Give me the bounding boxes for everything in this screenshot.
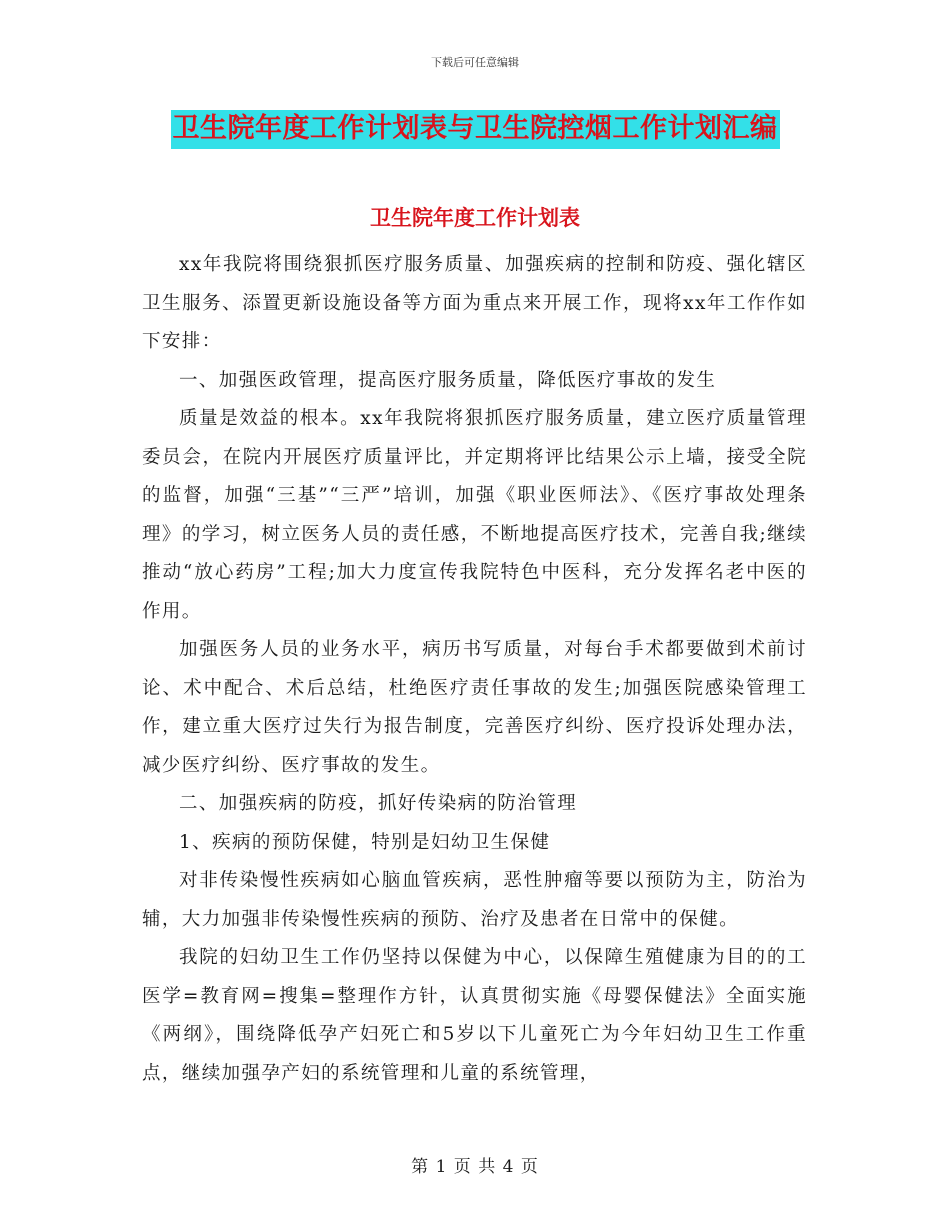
main-title: 卫生院年度工作计划表与卫生院控烟工作计划汇编 bbox=[171, 110, 780, 149]
paragraph: 二、加强疾病的防疫，抓好传染病的防治管理 bbox=[179, 793, 578, 814]
page-footer: 第 1 页 共 4 页 bbox=[411, 1157, 539, 1177]
paragraph: 我院的妇幼卫生工作仍坚持以保健为中心，以保障生殖健康为目的的工医学=教育网=搜集=整理作方针，认真贯彻实施《母婴保健法》全面实施《两纲》，围绕降低孕产妇死亡和5岁以下儿童死亡为今年妇幼卫生工作重点，继续加强孕产妇的系统管理和儿童的系统管理， bbox=[142, 947, 807, 1084]
paragraph: 质量是效益的根本。xx年我院将狠抓医疗服务质量，建立医疗质量管理委员会，在院内开展医疗质量评比，并定期将评比结果公示上墙，接受全院的监督，加强“三基”“三严”培训，加强《职业医师法》、《医疗事故处理条理》的学习，树立医务人员的责任感，不断地提高医疗技术，完善自我;继续推动“放心药房”工程;加大力度宣传我院特色中医科，充分发挥名老中医的作用。 bbox=[142, 408, 807, 622]
paragraph: xx年我院将围绕狠抓医疗服务质量、加强疾病的控制和防疫、强化辖区卫生服务、添置更新设施设备等方面为重点来开展工作，现将xx年工作作如下安排： bbox=[142, 254, 807, 352]
paragraph: 一、加强医政管理，提高医疗服务质量，降低医疗事故的发生 bbox=[179, 369, 717, 391]
paragraph: 对非传染慢性疾病如心脑血管疾病，恶性肿瘤等要以预防为主，防治为辅，大力加强非传染慢性疾病的预防、治疗及患者在日常中的保健。 bbox=[142, 870, 807, 930]
paragraph: 加强医务人员的业务水平，病历书写质量，对每台手术都要做到术前讨论、术中配合、术后总结，杜绝医疗责任事故的发生;加强医院感染管理工作，建立重大医疗过失行为报告制度，完善医疗纠纷、医疗投诉处理办法，减少医疗纠纷、医疗事故的发生。 bbox=[142, 639, 807, 776]
main-title-wrap bbox=[0, 110, 950, 149]
body-text bbox=[142, 246, 807, 1093]
paragraph: 1、疾病的预防保健，特别是妇幼卫生保健 bbox=[179, 831, 551, 853]
header-note: 下载后可任意编辑 bbox=[431, 56, 519, 69]
section-title: 卫生院年度工作计划表 bbox=[370, 205, 580, 230]
